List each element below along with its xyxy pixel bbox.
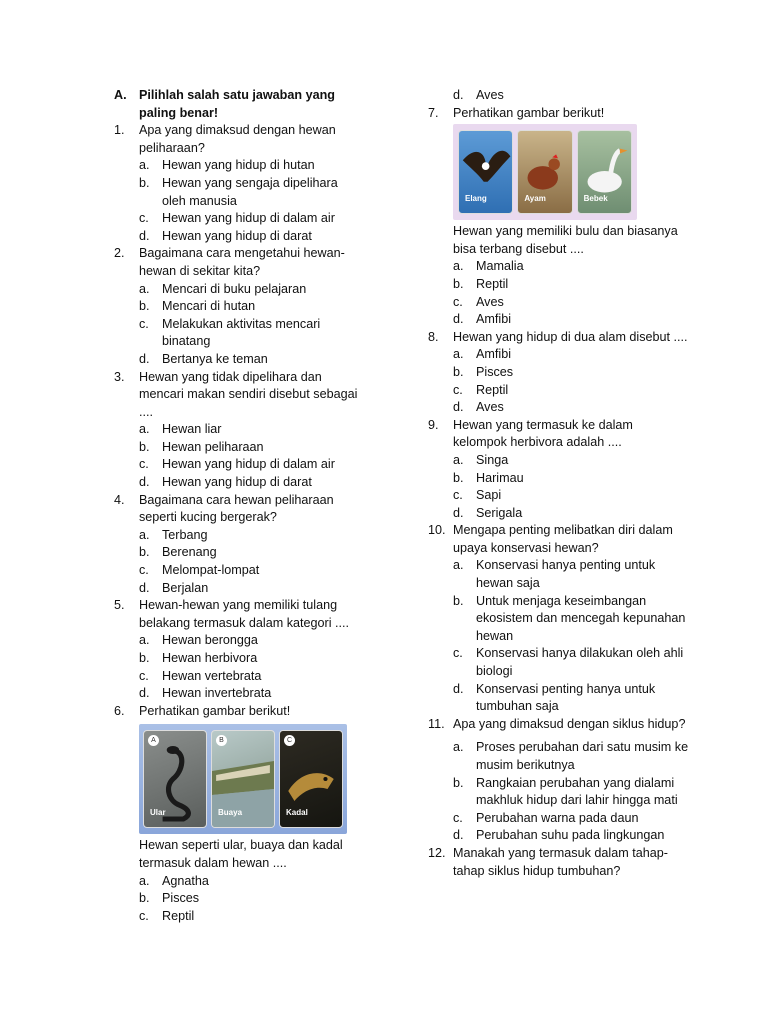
option-c[interactable]: c. Perubahan warna pada daun xyxy=(453,810,639,825)
card-caption: Kadal xyxy=(286,808,308,818)
option-d[interactable]: d. Hewan invertebrata xyxy=(139,686,272,701)
option-d[interactable]: d. Aves xyxy=(453,400,504,415)
question-6: 6. Perhatikan gambar berikut! xyxy=(114,703,364,721)
option-d[interactable]: d. Bertanya ke teman xyxy=(139,351,268,366)
options-5 xyxy=(139,632,364,702)
option-a[interactable]: a. Amfibi xyxy=(453,347,511,362)
option-a[interactable]: a. Proses perubahan dari satu musim ke musim berikutnya xyxy=(453,740,689,772)
section-title-line1: Pilihlah salah satu jawaban yang xyxy=(139,88,335,102)
question-10: 10. Mengapa penting melibatkan diri dalam upaya konservasi hewan? xyxy=(428,522,690,557)
card-caption: Bebek xyxy=(583,194,608,204)
question-7: 7. Perhatikan gambar berikut! xyxy=(428,105,690,123)
right-column xyxy=(428,87,690,880)
question-text: Hewan yang tidak dipelihara dan mencari makan sendiri disebut sebagai .... xyxy=(139,369,358,419)
option-a[interactable]: a. Hewan liar xyxy=(139,422,222,437)
snake-card xyxy=(143,730,207,828)
option-a[interactable]: a. Konservasi hanya penting untuk hewan saja xyxy=(453,558,656,591)
card-caption: Ular xyxy=(150,808,166,818)
section-letter: A. xyxy=(114,88,127,102)
option-d[interactable]: d. Perubahan suhu pada lingkungan xyxy=(453,828,665,843)
section-heading xyxy=(114,87,364,122)
question-5: 5. Hewan-hewan yang memiliki tulang belakang termasuk dalam kategori .... xyxy=(114,597,364,632)
card-caption: Elang xyxy=(465,194,487,204)
question-1: 1. Apa yang dimaksud dengan hewan peliharaan? xyxy=(114,122,364,157)
option-b[interactable]: b. Pisces xyxy=(453,364,514,379)
option-d[interactable]: d. Hewan yang hidup di darat xyxy=(139,475,312,490)
duck-card xyxy=(577,130,632,214)
option-b[interactable]: b. Hewan yang sengaja dipelihara oleh manusia xyxy=(139,175,338,208)
option-b[interactable]: b. Harimau xyxy=(453,470,524,485)
options-2 xyxy=(139,281,364,369)
chicken-card xyxy=(517,130,572,214)
option-c[interactable]: c. Konservasi hanya dilakukan oleh ahli biologi xyxy=(453,646,684,679)
option-a[interactable]: a. Hewan yang hidup di hutan xyxy=(139,158,315,173)
option-c[interactable]: c. Hewan yang hidup di dalam air xyxy=(139,211,335,226)
question-text: Apa yang dimaksud dengan hewan peliharaan? xyxy=(139,123,336,155)
card-caption: Ayam xyxy=(524,194,546,204)
option-b[interactable]: b. Untuk menjaga keseimbangan ekosistem dan mencegah kepunahan hewan xyxy=(453,593,686,643)
option-c[interactable]: c. Hewan vertebrata xyxy=(139,668,262,683)
option-d[interactable]: d. Hewan yang hidup di darat xyxy=(139,228,312,243)
option-c[interactable]: c. Reptil xyxy=(139,908,195,923)
lizard-card xyxy=(279,730,343,828)
options-1 xyxy=(139,157,364,245)
question-text: Perhatikan gambar berikut! xyxy=(453,105,605,120)
option-b[interactable]: b. Rangkaian perubahan yang dialami makhluk hidup dari lahir hingga mati xyxy=(453,775,678,808)
crocodile-card xyxy=(211,730,275,828)
option-b[interactable]: b. Pisces xyxy=(139,891,200,906)
option-a[interactable]: a. Mamalia xyxy=(453,259,524,274)
card-badge: A xyxy=(148,735,159,746)
option-d[interactable]: d. Aves xyxy=(453,88,504,102)
options-10 xyxy=(453,557,690,715)
options-9 xyxy=(453,452,690,522)
question-6-statement: Hewan seperti ular, buaya dan kadal termasuk dalam hewan .... xyxy=(139,838,343,870)
option-d[interactable]: d. Konservasi penting hanya untuk tumbuhan saja xyxy=(453,681,656,714)
options-4 xyxy=(139,527,364,597)
card-badge: C xyxy=(284,735,295,746)
question-text: Hewan yang termasuk ke dalam kelompok herbivora adalah .... xyxy=(453,417,633,450)
option-a[interactable]: a. Agnatha xyxy=(139,873,209,888)
option-b[interactable]: b. Reptil xyxy=(453,276,509,291)
card-badge: B xyxy=(216,735,227,746)
card-caption: Buaya xyxy=(218,808,243,818)
question-text: Bagaimana cara hewan peliharaan seperti kucing bergerak? xyxy=(139,492,334,525)
option-c[interactable]: c. Sapi xyxy=(453,488,502,503)
options-6 xyxy=(139,873,364,926)
option-c[interactable]: c. Melompat-lompat xyxy=(139,563,260,578)
option-b[interactable]: b. Mencari di hutan xyxy=(139,299,256,314)
question-4: 4. Bagaimana cara hewan peliharaan seperti kucing bergerak? xyxy=(114,492,364,527)
option-a[interactable]: a. Mencari di buku pelajaran xyxy=(139,281,307,296)
left-column xyxy=(114,87,364,925)
question-8: 8. Hewan yang hidup di dua alam disebut .... xyxy=(428,329,690,347)
option-d[interactable]: d. Amfibi xyxy=(453,312,511,327)
question-12: 12. Manakah yang termasuk dalam tahap-tahap siklus hidup tumbuhan? xyxy=(428,845,690,880)
options-8 xyxy=(453,346,690,416)
option-d[interactable]: d. Serigala xyxy=(453,505,523,520)
question-11: 11. Apa yang dimaksud dengan siklus hidup? xyxy=(428,716,690,734)
option-b[interactable]: b. Berenang xyxy=(139,545,217,560)
eagle-card xyxy=(458,130,513,214)
question-3: 3. Hewan yang tidak dipelihara dan mencari makan sendiri disebut sebagai .... xyxy=(114,369,364,422)
reptile-figure xyxy=(139,724,347,834)
question-text: Manakah yang termasuk dalam tahap-tahap siklus hidup tumbuhan? xyxy=(453,845,668,878)
question-text: Mengapa penting melibatkan diri dalam upaya konservasi hewan? xyxy=(453,523,673,555)
question-text: Hewan yang hidup di dua alam disebut .... xyxy=(453,329,688,344)
option-a[interactable]: a. Terbang xyxy=(139,527,208,542)
question-text: Bagaimana cara mengetahui hewan-hewan di sekitar kita? xyxy=(139,246,345,278)
question-text: Perhatikan gambar berikut! xyxy=(139,703,291,718)
options-7 xyxy=(453,258,690,328)
question-7-statement: Hewan yang memiliki bulu dan biasanya bisa terbang disebut .... xyxy=(453,224,678,256)
question-2: 2. Bagaimana cara mengetahui hewan-hewan di sekitar kita? xyxy=(114,245,364,280)
option-a[interactable]: a. Singa xyxy=(453,452,509,467)
option-c[interactable]: c. Reptil xyxy=(453,382,509,397)
option-b[interactable]: b. Hewan peliharaan xyxy=(139,439,264,454)
options-3 xyxy=(139,421,364,491)
option-c[interactable]: c. Hewan yang hidup di dalam air xyxy=(139,457,335,472)
option-c[interactable]: c. Aves xyxy=(453,294,504,309)
option-c[interactable]: c. Melakukan aktivitas mencari binatang xyxy=(139,316,321,349)
option-b[interactable]: b. Hewan herbivora xyxy=(139,651,258,665)
options-11 xyxy=(453,739,690,845)
option-a[interactable]: a. Hewan berongga xyxy=(139,633,258,648)
option-d[interactable]: d. Berjalan xyxy=(139,580,209,595)
options-6-continued xyxy=(453,87,690,105)
question-9: 9. Hewan yang termasuk ke dalam kelompok herbivora adalah .... xyxy=(428,417,690,452)
section-title-line2: paling benar! xyxy=(139,105,219,120)
question-text: Hewan-hewan yang memiliki tulang belakang termasuk dalam kategori .... xyxy=(139,598,350,630)
bird-figure xyxy=(453,124,637,220)
question-text: Apa yang dimaksud dengan siklus hidup? xyxy=(453,716,686,731)
